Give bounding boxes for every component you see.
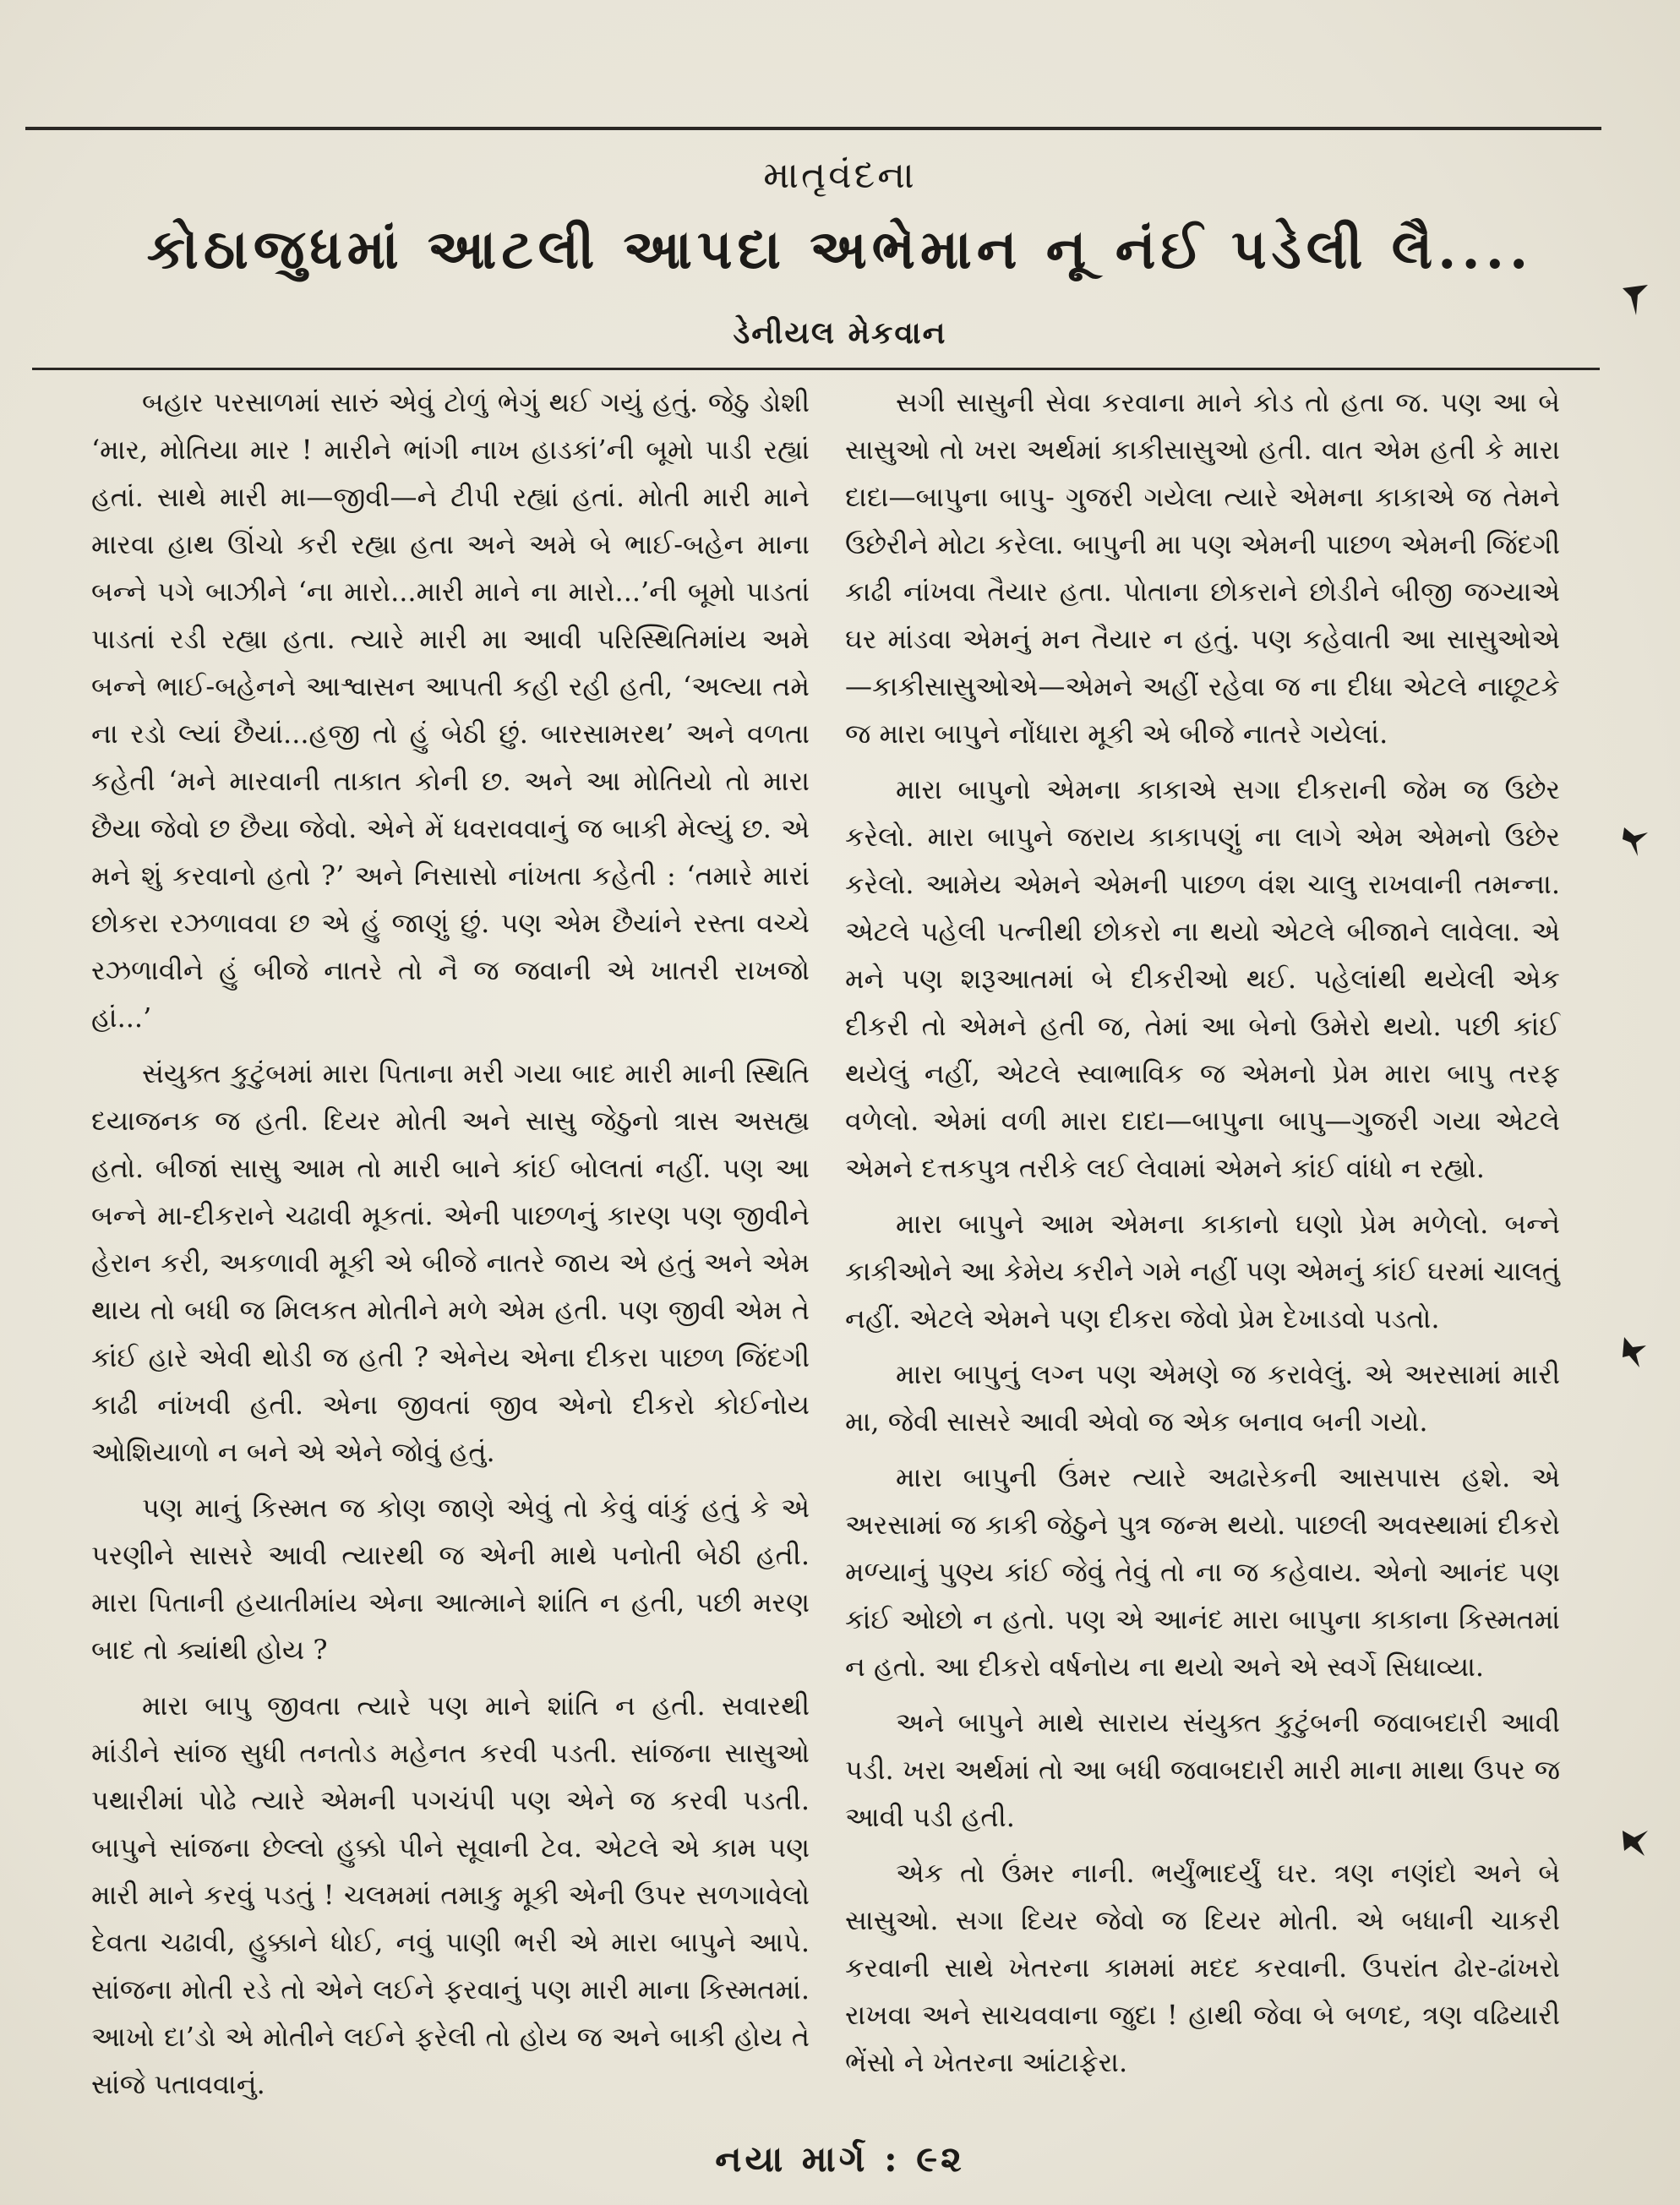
paragraph: મારા બાપુનું લગ્ન પણ એમણે જ કરાવેલું. એ અરસામાં મારી મા, જેવી સાસરે આવી એવો જ એક બનાવ બની ગયો.	[845, 1358, 1560, 1438]
left-column	[91, 379, 810, 2116]
paragraph: મારા બાપુને આમ એમના કાકાનો ઘણો પ્રેમ મળેલો. બન્ને કાકીઓને આ કેમેય કરીને ગમે નહીં પણ એમનું કાંઈ ઘરમાં ચાલતું નહીં. એટલે એમને પણ દીકરા જેવો પ્રેમ દેખાડવો પડતો.	[845, 1208, 1560, 1334]
paragraph: બહાર પરસાળમાં સારું એવું ટોળું ભેગું થઈ ગયું હતું. જેઠુ ડોશી ‘માર, મોતિયા માર ! મારીને ભાંગી નાખ હાડકાં’ની બૂમો પાડી રહ્યાં હતાં. સાથે મારી મા—જીવી—ને ટીપી રહ્યાં હતાં. મોતી મારી માને મારવા હાથ ઊંચો કરી રહ્યા હતા અને અમે બે ભાઈ-બહેન માના બન્ને પગે બાઝીને ‘ના મારો...મારી માને ના મારો...’ની બૂમો પાડતાં પાડતાં રડી રહ્યા હતા. ત્યારે મારી મા આવી પરિસ્થિતિમાંય અમે બન્ને ભાઈ-બહેનને આશ્વાસન આપતી કહી રહી હતી, ‘અલ્યા તમે ના રડો લ્યાં છૈયાં...હજી તો હું બેઠી છું. બારસામરથ’ અને વળતા કહેતી ‘મને મારવાની તાકાત કોની છ. અને આ મોતિયો તો મારા છૈયા જેવો છ છૈયા જેવો. એને મેં ધવરાવવાનું જ બાકી મેલ્યું છ. એ મને શું કરવાનો હતો ?’ અને નિસાસો નાંખતા કહેતી : ‘તમારે મારાં છોકરા રઝળાવવા છ એ હું જાણું છું. પણ એમ છૈયાંને રસ્તા વચ્ચે રઝળાવીને હું બીજે નાતરે તો નૈ જ જવાની એ ખાતરી રાખજો હાં...’	[91, 386, 810, 1034]
punch-hole-mark	[1621, 283, 1650, 317]
article-title: કોઠાજુધમાં આટલી આપદા અભેમાન નૂ નંઈ પડેલી લૈ....	[146, 218, 1534, 281]
page-footer: નયા માર્ગ : ૯૨	[715, 2138, 965, 2180]
header-rule	[32, 368, 1600, 370]
paragraph: અને બાપુને માથે સારાય સંયુક્ત કુટુંબની જવાબદારી આવી પડી. ખરા અર્થમાં તો આ બધી જવાબદારી મારી માના માથા ઉપર જ આવી પડી હતી.	[845, 1706, 1560, 1833]
paragraph: મારા બાપુની ઉંમર ત્યારે અઢારેકની આસપાસ હશે. એ અરસામાં જ કાકી જેઠુને પુત્ર જન્મ થયો. પાછલી અવસ્થામાં દીકરો મળ્યાનું પુણ્ય કાંઈ જેવું તેવું તો ના જ કહેવાય. એનો આનંદ પણ કાંઈ ઓછો ન હતો. પણ એ આનંદ મારા બાપુના કાકાના કિસ્મતમાં ન હતો. આ દીકરો વર્ષનોય ના થયો અને એ સ્વર્ગે સિધાવ્યા.	[845, 1461, 1560, 1683]
paragraph: સંયુક્ત કુટુંબમાં મારા પિતાના મરી ગયા બાદ મારી માની સ્થિતિ દયાજનક જ હતી. દિયર મોતી અને સાસુ જેઠુનો ત્રાસ અસહ્ય હતો. બીજાં સાસુ આમ તો મારી બાને કાંઈ બોલતાં નહીં. પણ આ બન્ને મા-દીકરાને ચઢાવી મૂકતાં. એની પાછળનું કારણ પણ જીવીને હેરાન કરી, અકળાવી મૂકી એ બીજે નાતરે જાય એ હતું અને એમ થાય તો બધી જ મિલકત મોતીને મળે એમ હતી. પણ જીવી એમ તે કાંઈ હારે એવી થોડી જ હતી ? એનેય એના દીકરા પાછળ જિંદગી કાઢી નાંખવી હતી. એના જીવતાં જીવ એનો દીકરો કોઈનોય ઓશિયાળો ન બને એ એને જોવું હતું.	[91, 1057, 810, 1468]
punch-hole-mark	[1621, 1335, 1650, 1369]
author-byline: ડેનીયલ મેકવાન	[733, 315, 947, 351]
paragraph: એક તો ઉંમર નાની. ભર્યુંભાદર્યું ઘર. ત્રણ નણંદો અને બે સાસુઓ. સગા દિયર જેવો જ દિયર મોતી. એ બધાની ચાકરી કરવાની સાથે ખેતરના કામમાં મદદ કરવાની. ઉપરાંત ઢોર-ઢાંખરો રાખવા અને સાચવવાના જુદા ! હાથી જેવા બે બળદ, ત્રણ વઢિયારી ભેંસો ને ખેતરના આંટાફેરા.	[845, 1857, 1560, 2078]
paragraph: મારા બાપુ જીવતા ત્યારે પણ માને શાંતિ ન હતી. સવારથી માંડીને સાંજ સુધી તનતોડ મહેનત કરવી પડતી. સાંજના સાસુઓ પથારીમાં પોઢે ત્યારે એમની પગચંપી પણ એને જ કરવી પડતી. બાપુને સાંજના છેલ્લો હુક્કો પીને સૂવાની ટેવ. એટલે એ કામ પણ મારી માને કરવું પડતું ! ચલમમાં તમાકુ મૂકી એની ઉપર સળગાવેલો દેવતા ચઢાવી, હુક્કાને ધોઈ, નવું પાણી ભરી એ મારા બાપુને આપે. સાંજના મોતી રડે તો એને લઈને ફરવાનું પણ મારી માના કિસ્મતમાં. આખો દા’ડો એ મોતીને લઈને ફરેલી તો હોય જ અને બાકી હોય તે સાંજે પતાવવાનું.	[91, 1689, 810, 2100]
punch-hole-mark	[1621, 1826, 1650, 1859]
top-rule	[25, 127, 1601, 130]
right-column	[845, 379, 1560, 2094]
paragraph: મારા બાપુનો એમના કાકાએ સગા દીકરાની જેમ જ ઉછેર કરેલો. મારા બાપુને જરાય કાકાપણું ના લાગે એમ એમનો ઉછેર કરેલો. આમેય એમને એમની પાછળ વંશ ચાલુ રાખવાની તમન્ના. એટલે પહેલી પત્નીથી છોકરો ના થયો એટલે બીજાને લાવેલા. એ મને પણ શરૂઆતમાં બે દીકરીઓ થઈ. પહેલાંથી થયેલી એક દીકરી તો એમને હતી જ, તેમાં આ બેનો ઉમેરો થયો. પછી કાંઈ થયેલું નહીં, એટલે સ્વાભાવિક જ એમનો પ્રેમ મારા બાપુ તરફ વળેલો. એમાં વળી મારા દાદા—બાપુના બાપુ—ગુજરી ગયા એટલે એમને દત્તકપુત્ર તરીકે લઈ લેવામાં એમને કાંઈ વાંધો ન રહ્યો.	[845, 773, 1560, 1184]
paragraph: પણ માનું કિસ્મત જ કોણ જાણે એવું તો કેવું વાંકું હતું કે એ પરણીને સાસરે આવી ત્યારથી જ એની માથે પનોતી બેઠી હતી. મારા પિતાની હયાતીમાંય એના આત્માને શાંતિ ન હતી, પછી મરણ બાદ તો ક્યાંથી હોય ?	[91, 1492, 810, 1666]
section-label: માતૃવંદના	[763, 154, 917, 197]
punch-hole-mark	[1621, 824, 1650, 858]
paragraph: સગી સાસુની સેવા કરવાના માને કોડ તો હતા જ. પણ આ બે સાસુઓ તો ખરા અર્થમાં કાકીસાસુઓ હતી. વાત એમ હતી કે મારા દાદા—બાપુના બાપુ- ગુજરી ગયેલા ત્યારે એમના કાકાએ જ તેમને ઉછેરીને મોટા કરેલા. બાપુની મા પણ એમની પાછળ એમની જિંદગી કાઢી નાંખવા તૈયાર હતા. પોતાના છોકરાને છોડીને બીજી જગ્યાએ ઘર માંડવા એમનું મન તૈયાર ન હતું. પણ કહેવાતી આ સાસુઓએ—કાકીસાસુઓએ—એમને અહીં રહેવા જ ના દીધા એટલે નાછૂટકે જ મારા બાપુને નોંધારા મૂકી એ બીજે નાતરે ગયેલાં.	[845, 386, 1560, 750]
